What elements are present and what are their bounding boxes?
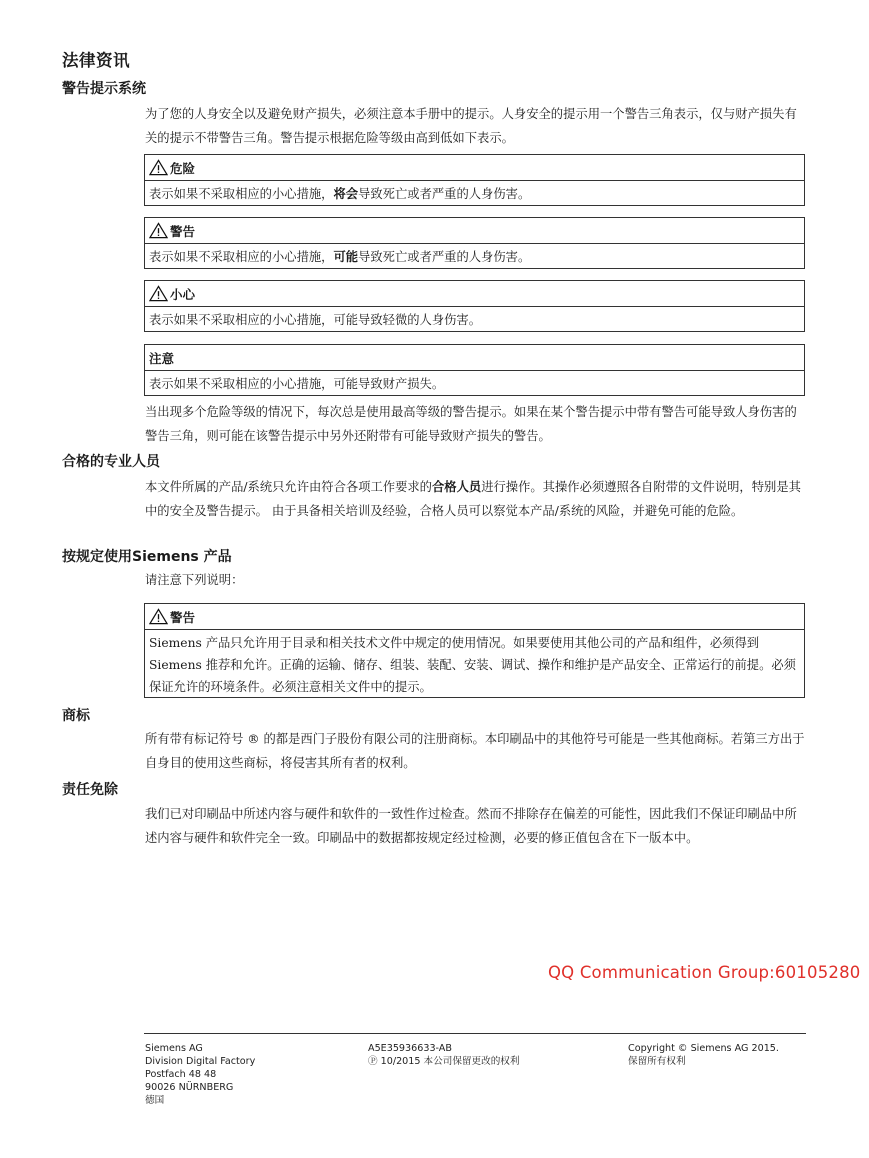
proper-use-warning-box <box>144 603 805 698</box>
qq-group-watermark: QQ Communication Group:60105280 <box>548 963 861 982</box>
warning-triangle-icon <box>149 222 168 239</box>
danger-description: 表示如果不采取相应的小心措施，将会导致死亡或者严重的人身伤害。 <box>149 187 531 201</box>
notice-description: 表示如果不采取相应的小心措施，可能导致财产损失。 <box>149 377 445 391</box>
danger-box <box>144 154 805 206</box>
warning-triangle-icon <box>149 608 168 625</box>
danger-box-header <box>145 155 804 181</box>
warning-system-intro: 为了您的人身安全以及避免财产损失，必须注意本手册中的提示。人身安全的提示用一个警告三角表示，仅与财产损失有关的提示不带警告三角。警告提示根据危险等级由高到低如下表示。 <box>145 107 797 145</box>
trademarks-text: 所有带有标记符号 ® 的都是西门子股份有限公司的注册商标。本印刷品中的其他符号可能是一些其他商标。若第三方出于自身目的使用这些商标，将侵害其所有者的权利。 <box>145 732 805 770</box>
caution-box <box>144 280 805 332</box>
warning-triangle-icon <box>149 285 168 302</box>
warning-label: 警告 <box>170 223 196 239</box>
footer-address: Siemens AG Division Digital Factory Postfach 48 48 90026 NÜRNBERG 德国 <box>145 1043 256 1106</box>
notice-box <box>144 344 805 396</box>
notice-label: 注意 <box>149 350 175 366</box>
proper-use-warning-header <box>145 604 804 630</box>
section-heading-disclaimer: 责任免除 <box>62 782 118 798</box>
notice-box-header <box>145 345 804 371</box>
page-title: 法律资讯 <box>62 51 130 70</box>
section-heading-qualified-personnel: 合格的专业人员 <box>62 454 160 470</box>
section-heading-warning-system: 警告提示系统 <box>62 81 146 97</box>
qualified-personnel-text: 本文件所属的产品/系统只允许由符合各项工作要求的合格人员进行操作。其操作必须遵照各自附带的文件说明，特别是其中的安全及警告提示。 由于具备相关培训及经验，合格人员可以察觉本产品/系统的风险，并避免可能的危险。 <box>145 480 801 518</box>
warning-system-outro: 当出现多个危险等级的情况下，每次总是使用最高等级的警告提示。如果在某个警告提示中带有警告可能导致人身伤害的警告三角，则可能在该警告提示中另外还附带有可能导致财产损失的警告。 <box>145 405 797 443</box>
footer-copyright <box>628 1042 779 1068</box>
doc-date: Ⓟ 10/2015 本公司保留更改的权利 <box>368 1056 520 1067</box>
warning-description: 表示如果不采取相应的小心措施，可能导致死亡或者严重的人身伤害。 <box>149 250 531 264</box>
rights-text: 保留所有权利 <box>628 1056 686 1067</box>
danger-label: 危险 <box>170 160 196 176</box>
section-heading-trademarks: 商标 <box>62 708 90 724</box>
doc-number: A5E35936633-AB <box>368 1043 452 1054</box>
warning-triangle-icon <box>149 159 168 176</box>
proper-use-warning-text: Siemens 产品只允许用于目录和相关技术文件中规定的使用情况。如果要使用其他公司的产品和组件，必须得到 Siemens 推荐和允许。正确的运输、储存、组装、装配、安装、调试、操作和维护是产品安全、正常运行的前提。必须保证允许的环境条件。必须注意相关文件中的提示。 <box>149 636 796 694</box>
warning-box <box>144 217 805 269</box>
disclaimer-text: 我们已对印刷品中所述内容与硬件和软件的一致性作过检查。然而不排除存在偏差的可能性，因此我们不保证印刷品中所述内容与硬件和软件完全一致。印刷品中的数据都按规定经过检测，必要的修正值包含在下一版本中。 <box>145 807 797 845</box>
proper-use-intro: 请注意下列说明： <box>145 573 244 587</box>
warning-box-header <box>145 218 804 244</box>
footer-document-info <box>368 1042 520 1068</box>
copyright-text: Copyright © Siemens AG 2015. <box>628 1043 779 1054</box>
caution-label: 小心 <box>170 286 196 302</box>
section-heading-proper-use: 按规定使用Siemens 产品 <box>62 549 232 565</box>
footer-divider <box>144 1033 806 1034</box>
proper-use-warning-label: 警告 <box>170 609 196 625</box>
caution-box-header <box>145 281 804 307</box>
caution-description: 表示如果不采取相应的小心措施，可能导致轻微的人身伤害。 <box>149 313 482 327</box>
